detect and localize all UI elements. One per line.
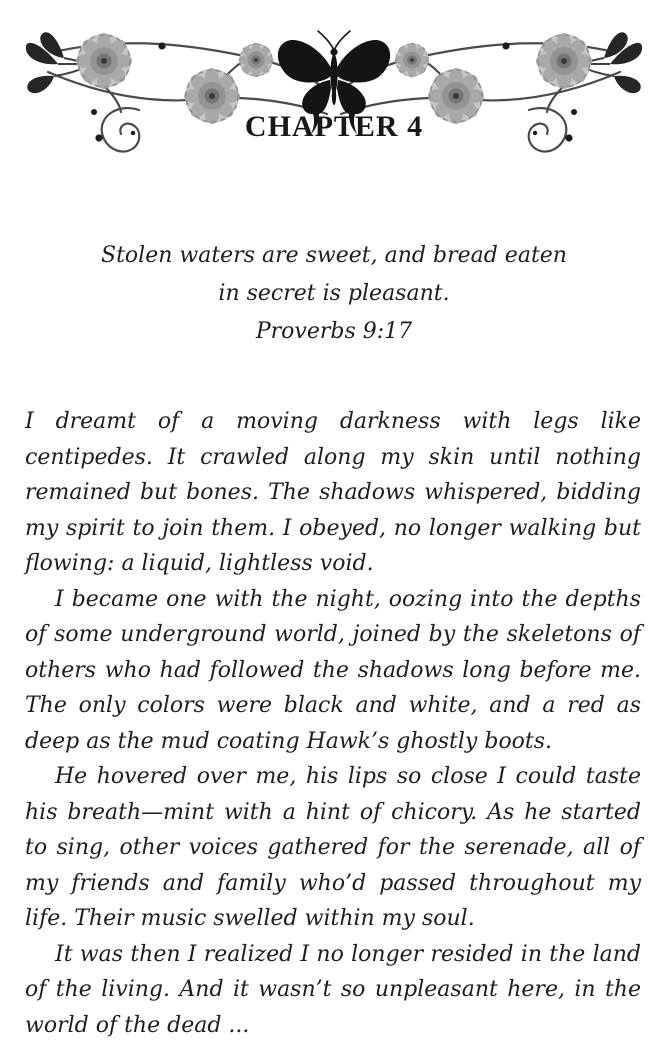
epigraph-line: Stolen waters are sweet, and bread eaten (101, 243, 567, 268)
chapter-body (25, 404, 641, 1043)
paragraph: He hovered over me, his lips so close I could taste his breath—mint with a hint of chicory. As he started to sing, other voices gathered for the serenade, all of my friends and family who’d passed throughout my life. Their music swelled within my soul. (25, 764, 641, 931)
paragraph: I dreamt of a moving darkness with legs like centipedes. It crawled along my skin until nothing remained but bones. The shadows whispered, bidding my spirit to join them. I obeyed, no longer walking but flowing: a liquid, lightless void. (25, 409, 641, 576)
rose-icon (239, 43, 274, 78)
paragraph: It was then I realized I no longer resided in the land of the living. And it wasn’t so unpleasant here, in the world of the dead ... (25, 941, 641, 1038)
epigraph-line: in secret is pleasant. (218, 281, 450, 306)
epigraph-attribution: Proverbs 9:17 (255, 319, 413, 344)
chapter-title: CHAPTER 4 (244, 110, 424, 143)
epigraph (0, 237, 668, 351)
rose-icon (76, 33, 132, 89)
paragraph: I became one with the night, oozing into the depths of some underground world, joined by the skeletons of others who had followed the shadows long before me. The only colors were black and white, and a red as deep as the mud coating Hawk’s ghostly boots. (25, 586, 641, 754)
